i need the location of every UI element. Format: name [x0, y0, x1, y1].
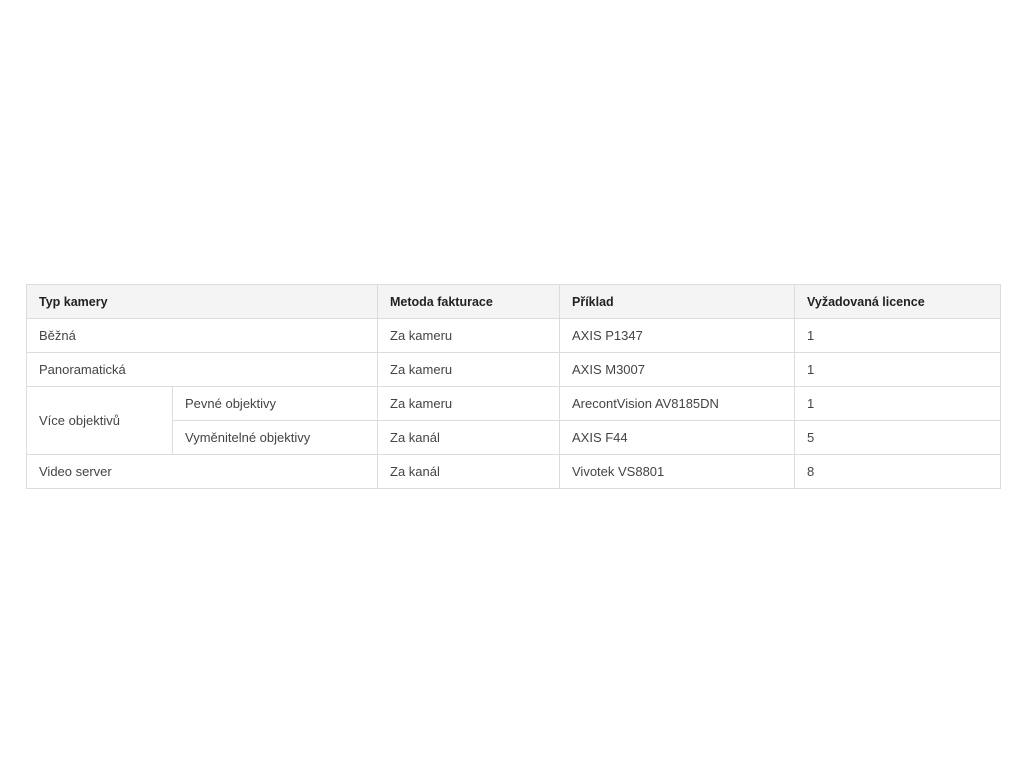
cell-example: Vivotek VS8801: [560, 455, 795, 489]
cell-required-license: 1: [795, 353, 1001, 387]
cell-camera-type: Panoramatická: [27, 353, 378, 387]
table-row: [27, 421, 1001, 455]
table-header-row: [27, 285, 1001, 319]
table-row: [27, 387, 1001, 421]
cell-example: ArecontVision AV8185DN: [560, 387, 795, 421]
table-row: [27, 353, 1001, 387]
header-example: Příklad: [560, 285, 795, 319]
cell-example: AXIS M3007: [560, 353, 795, 387]
table-row: [27, 455, 1001, 489]
cell-billing-method: Za kameru: [378, 353, 560, 387]
cell-camera-type: Video server: [27, 455, 378, 489]
cell-required-license: 1: [795, 319, 1001, 353]
table-row: [27, 319, 1001, 353]
cell-required-license: 8: [795, 455, 1001, 489]
cell-billing-method: Za kanál: [378, 455, 560, 489]
cell-example: AXIS F44: [560, 421, 795, 455]
cell-example: AXIS P1347: [560, 319, 795, 353]
cell-required-license: 1: [795, 387, 1001, 421]
header-camera-type: Typ kamery: [27, 285, 378, 319]
cell-camera-type: Více objektivů: [27, 387, 173, 455]
license-table: [26, 284, 1001, 489]
cell-billing-method: Za kameru: [378, 387, 560, 421]
cell-camera-subtype: Pevné objektivy: [173, 387, 378, 421]
header-billing-method: Metoda fakturace: [378, 285, 560, 319]
cell-camera-subtype: Vyměnitelné objektivy: [173, 421, 378, 455]
cell-billing-method: Za kameru: [378, 319, 560, 353]
cell-required-license: 5: [795, 421, 1001, 455]
cell-camera-type: Běžná: [27, 319, 378, 353]
header-required-license: Vyžadovaná licence: [795, 285, 1001, 319]
cell-billing-method: Za kanál: [378, 421, 560, 455]
